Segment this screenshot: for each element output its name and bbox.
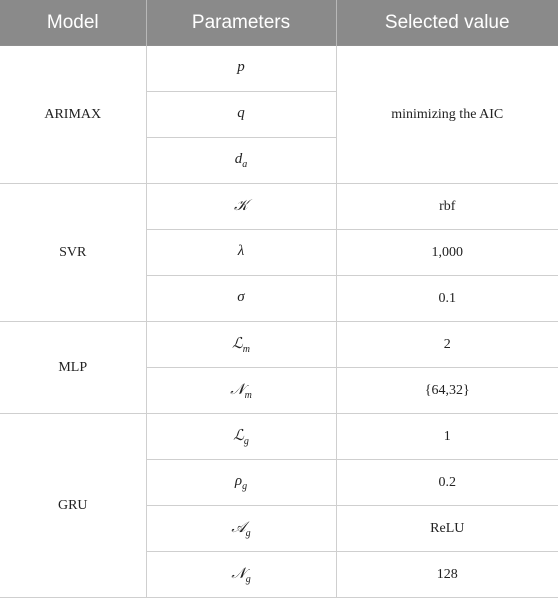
model-cell: ARIMAX: [0, 46, 146, 184]
value-cell: 2: [336, 322, 558, 368]
value-cell: 128: [336, 552, 558, 598]
parameter-cell: [146, 138, 336, 184]
model-cell: MLP: [0, 322, 146, 414]
parameter-subscript: g: [245, 527, 251, 539]
model-cell: GRU: [0, 414, 146, 598]
parameter-cell: [146, 46, 336, 92]
parameter-subscript: a: [242, 159, 248, 170]
value-cell: rbf: [336, 184, 558, 230]
value-cell: 1: [336, 414, 558, 460]
parameter-symbol: ℒ: [231, 336, 243, 352]
parameter-symbol: p: [237, 59, 245, 75]
parameter-subscript: g: [242, 481, 248, 492]
parameter-symbol: ρ: [234, 473, 243, 489]
parameter-cell: [146, 230, 336, 276]
value-cell: minimizing the AIC: [336, 46, 558, 184]
table-row: [0, 46, 558, 92]
table-header: [0, 0, 558, 46]
parameter-symbol: λ: [237, 243, 245, 259]
parameter-cell: [146, 368, 336, 414]
parameter-symbol: 𝒩: [231, 565, 246, 582]
parameter-symbol: 𝒩: [230, 381, 245, 398]
parameter-cell: [146, 184, 336, 230]
parameter-cell: [146, 322, 336, 368]
table-body: [0, 46, 558, 598]
header-model: Model: [0, 0, 146, 46]
table-row: [0, 414, 558, 460]
parameter-subscript: m: [244, 389, 252, 401]
parameter-symbol: d: [234, 151, 243, 167]
parameter-cell: [146, 460, 336, 506]
parameter-cell: [146, 552, 336, 598]
parameter-cell: [146, 276, 336, 322]
parameter-symbol: 𝒜: [231, 519, 246, 536]
value-cell: ReLU: [336, 506, 558, 552]
parameter-subscript: g: [243, 436, 249, 447]
parameter-symbol: 𝒦: [234, 197, 248, 214]
table-row: [0, 322, 558, 368]
table-row: [0, 184, 558, 230]
value-cell: 0.2: [336, 460, 558, 506]
parameter-symbol: ℒ: [233, 428, 244, 444]
parameter-symbol: q: [237, 105, 245, 121]
value-cell: 1,000: [336, 230, 558, 276]
parameter-subscript: g: [245, 573, 251, 585]
header-selected-value: Selected value: [336, 0, 558, 46]
value-cell: 0.1: [336, 276, 558, 322]
parameter-subscript: m: [242, 344, 251, 355]
model-cell: SVR: [0, 184, 146, 322]
header-row: [0, 0, 558, 46]
parameter-cell: [146, 92, 336, 138]
parameter-cell: [146, 506, 336, 552]
parameter-cell: [146, 414, 336, 460]
header-parameters: Parameters: [146, 0, 336, 46]
parameter-symbol: σ: [237, 289, 245, 305]
value-cell: {64,32}: [336, 368, 558, 414]
